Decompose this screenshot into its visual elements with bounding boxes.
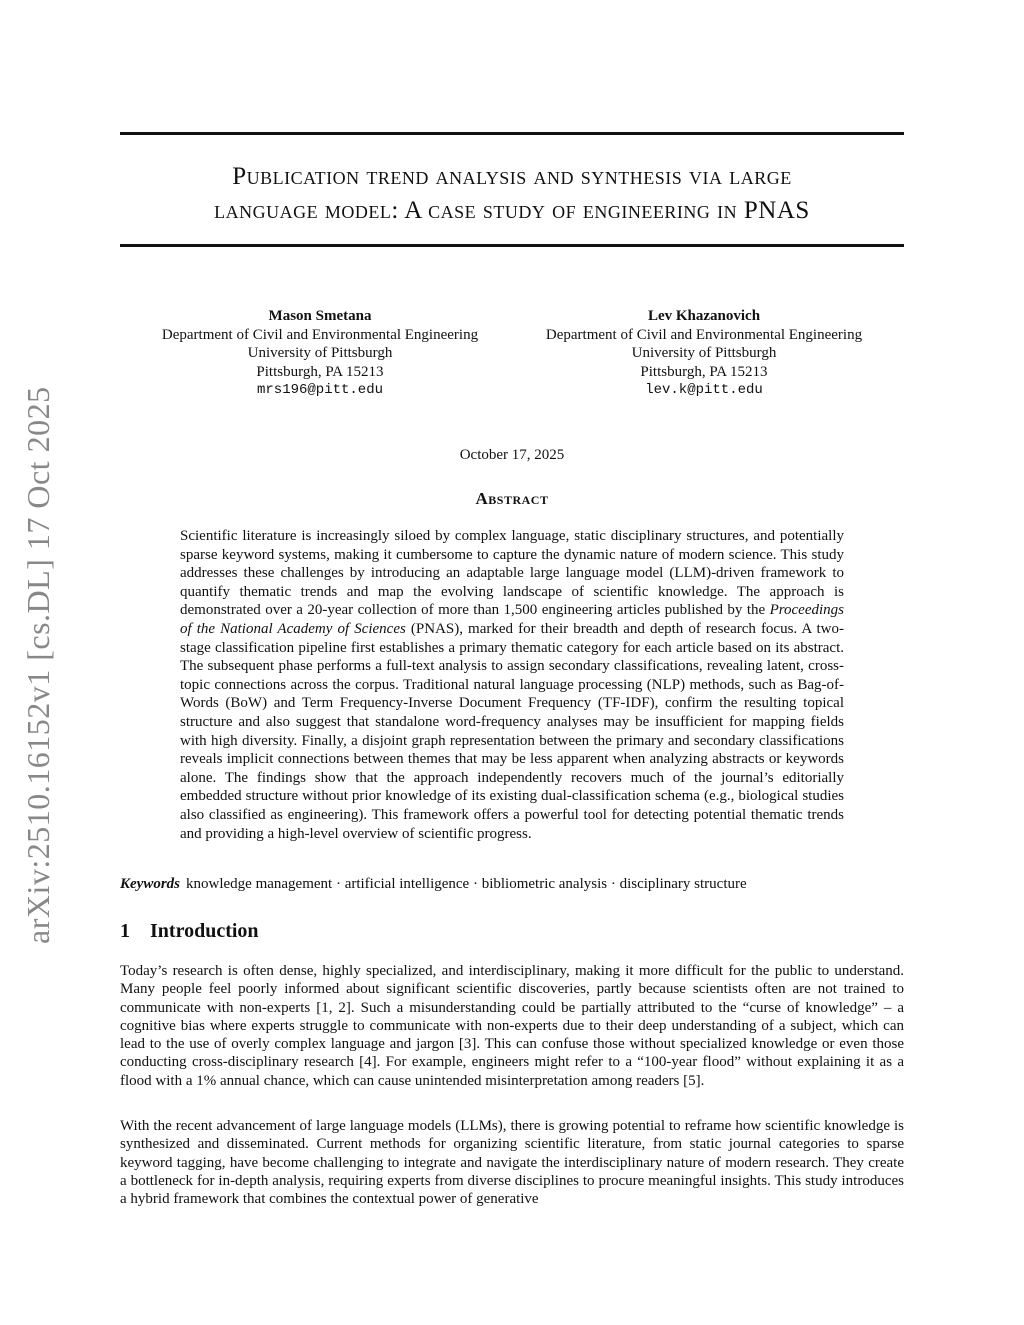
paper-title — [120, 160, 904, 228]
intro-paragraph-1: Today’s research is often dense, highly specialized, and interdisciplinary, making it more difficult for the public to understand. Many people feel poorly informed about significant scientific discoveries, partly because scientists often are not trained to communicate with non-experts [1, 2]. Such a misunderstanding could be partially attributed to the “curse of knowledge” – a cognitive bias where experts struggle to communicate with non-experts due to their deep understanding of a subject, which can lead to the use of overly complex language and jargon [3]. This can confuse those without specialized knowledge or even those conducting cross-disciplinary research [4]. For example, engineers might refer to a “100-year flood” without explaining it as a flood with a 1% annual chance, which can cause unintended misinterpretation among readers [5]. — [120, 963, 904, 1089]
abstract-heading: Abstract — [475, 489, 549, 508]
section-heading-introduction — [120, 920, 259, 943]
intro-paragraph-2: With the recent advancement of large language models (LLMs), there is growing potential to reframe how scientific knowledge is synthesized and disseminated. Current methods for organizing scientific literature, from static journal categories to sparse keyword tagging, have become challenging to integrate and navigate the interdisciplinary nature of modern research. They create a bottleneck for in-depth analysis, requiring experts from diverse disciplines to procure meaningful insights. This study introduces a hybrid framework that combines the contextual power of generative — [120, 1118, 904, 1208]
author-university: University of Pittsburgh — [631, 345, 777, 361]
keywords-list: knowledge management · artificial intelligence · bibliometric analysis · disciplinary structure — [186, 876, 747, 892]
author-name: Mason Smetana — [268, 308, 372, 324]
abstract-text-part-2: (PNAS), marked for their breadth and depth of research focus. A two-stage classification pipeline first establishes a primary thematic category for each article based on its abstract. The subsequent phase performs a full-text analysis to assign secondary classifications, revealing latent, cross-topic connections across the corpus. Traditional natural language processing (NLP) methods, such as Bag-of-Words (BoW) and Term Frequency-Inverse Document Frequency (TF-IDF), confirm the resulting topical structure and also suggest that standalone word-frequency analyses may be insufficient for mapping fields with high diversity. Finally, a disjoint graph representation between the primary and secondary classifications reveals implicit connections between themes that may be less apparent when analyzing abstracts or keywords alone. The findings show that the approach independently recovers much of the journal’s editorially embedded structure without prior knowledge of its existing dual-classification schema (e.g., biological studies also classified as engineering). This framework offers a powerful tool for detecting potential thematic trends and providing a high-level overview of scientific progress. — [180, 620, 844, 842]
author-email[interactable]: lev.k@pitt.edu — [645, 382, 763, 398]
keywords-line — [120, 875, 904, 893]
author-location: Pittsburgh, PA 15213 — [640, 363, 768, 380]
author-department: Department of Civil and Environmental Engineering — [161, 326, 479, 343]
author-name: Lev Khazanovich — [647, 308, 761, 324]
keywords-label: Keywords — [120, 876, 180, 892]
author-department: Department of Civil and Environmental Engineering — [545, 326, 863, 343]
title-top-rule — [120, 132, 904, 135]
arxiv-identifier: arXiv:2510.16152v1 [cs.DL] 17 Oct 2025 — [20, 386, 56, 944]
abstract-journal-name: Proceedings of the National Academy of Sciences — [180, 602, 844, 637]
abstract-body — [180, 527, 844, 843]
title-line-2: language model: A case study of engineering in PNAS — [214, 197, 810, 224]
section-title: Introduction — [150, 920, 259, 942]
section-number: 1 — [120, 920, 130, 942]
author-block-1 — [130, 307, 510, 400]
publication-date: October 17, 2025 — [459, 447, 565, 463]
author-university: University of Pittsburgh — [247, 345, 393, 361]
author-location: Pittsburgh, PA 15213 — [256, 363, 384, 380]
title-bottom-rule — [120, 244, 904, 247]
title-line-1: Publication trend analysis and synthesis via large — [232, 163, 792, 190]
author-email[interactable]: mrs196@pitt.edu — [256, 382, 384, 398]
author-block-2 — [514, 307, 894, 400]
abstract-text-part-1: Scientific literature is increasingly siloed by complex language, static disciplinary structures, and potentially sparse keyword systems, making it cumbersome to capture the dynamic nature of modern science. This study addresses these challenges by introducing an adaptable large language model (LLM)-driven framework to quantify thematic trends and map the evolving landscape of scientific knowledge. The approach is demonstrated over a 20-year collection of more than 1,500 engineering articles published by the — [180, 528, 844, 619]
